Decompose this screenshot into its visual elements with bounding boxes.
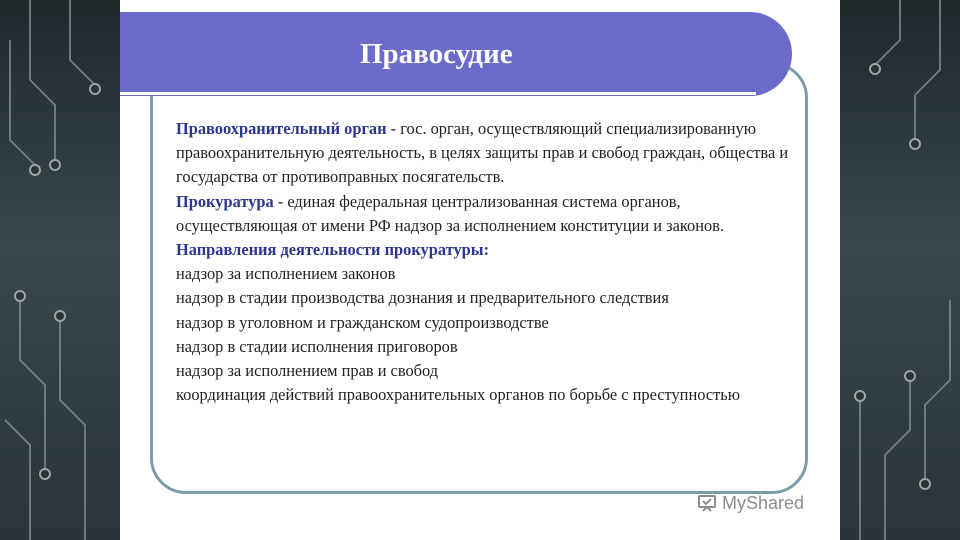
direction-item: надзор за исполнением прав и свобод	[176, 361, 439, 381]
slide-body	[176, 117, 796, 407]
myshared-logo-icon	[696, 492, 718, 514]
definition-term: Прокуратура	[176, 191, 274, 211]
circuit-pattern-right	[840, 0, 960, 540]
circuit-pattern-left	[0, 0, 120, 540]
definition-prosecution	[176, 190, 796, 238]
definition-law-enforcement	[176, 117, 796, 190]
definition-text: - единая федеральная централизованная система органов, осуществляющая от имени РФ надзор за исполнением конституции и законов.	[176, 191, 725, 235]
left-circuit-decoration	[0, 0, 120, 540]
myshared-watermark[interactable]	[696, 492, 804, 514]
direction-item: надзор в стадии производства дознания и предварительного следствия	[176, 288, 669, 308]
directions-heading: Направления деятельности прокуратуры:	[176, 240, 490, 260]
direction-item: надзор за исполнением законов	[176, 264, 396, 284]
title-underline	[120, 92, 756, 95]
direction-item: надзор в стадии исполнения приговоров	[176, 336, 458, 356]
watermark-text: MyShared	[722, 492, 805, 513]
definition-text: - гос. орган, осуществляющий специализированную правоохранительную деятельность, в целях защиты прав и свобод граждан, общества и государства от противоправных посягательств.	[176, 119, 789, 187]
direction-item: надзор в уголовном и гражданском судопроизводстве	[176, 312, 549, 332]
direction-item: координация действий правоохранительных органов по борьбе с преступностью	[176, 385, 740, 405]
right-circuit-decoration	[840, 0, 960, 540]
definition-term: Правоохранительный орган	[176, 119, 387, 138]
slide	[120, 0, 840, 540]
slide-title: Правосудие	[360, 38, 513, 70]
